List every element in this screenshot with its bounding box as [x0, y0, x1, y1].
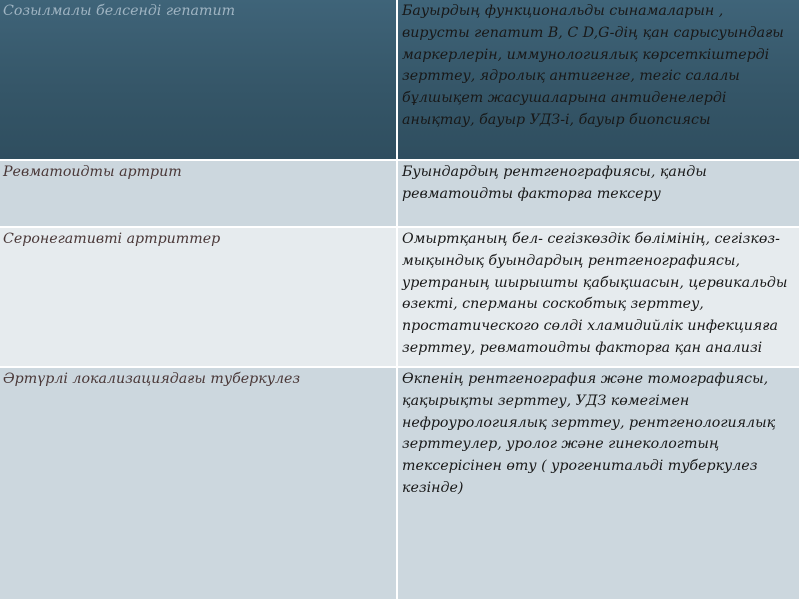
table-row [0, 367, 800, 600]
disease-name: Созылмалы белсенді гепатит [3, 3, 236, 19]
disease-cell [0, 0, 397, 160]
table-row [0, 160, 800, 227]
examination-text: Бауырдың функциональды сынамаларын , вирусты гепатит B, C D,G-дің қан сарысуындағы маркерлерін, иммунологиялық көрсеткіштерді зерттеу, ядролық антигенге, тегіс салалы бұлшықет жасушаларына антиденелерді анықтау, бауыр УДЗ-і, бауыр биопсиясы [402, 3, 784, 128]
examination-text: Омыртқаның бел- сегізкөздік бөлімінің, сегізкөз-мықындық буындардың рентгенографиясы, уретраның шырышты қабықшасын, цервикальды өзекті, сперманы соскобтық зерттеу, простатического сөлді хламидийлік инфекцияға зерттеу, ревматоидты факторға қан анализі [402, 231, 788, 356]
disease-cell [0, 160, 397, 227]
disease-name: Серонегативті артриттер [3, 231, 221, 247]
examination-cell [397, 367, 800, 600]
disease-name: Ревматоидты артрит [3, 164, 182, 180]
disease-name: Әртүрлі локализациядағы туберкулез [3, 371, 301, 387]
examination-cell [397, 0, 800, 160]
examination-text: Өкпенің рентгенография және томографиясы, қақырықты зерттеу, УДЗ көмегімен нефроурологиялық зерттеу, рентгенологиялық зерттеулер, уролог және гинекологтың тексерісінен өту ( урогенитальді туберкулез кезінде) [402, 371, 776, 496]
examination-cell [397, 227, 800, 367]
examination-text: Буындардың рентгенографиясы, қанды ревматоидты факторға тексеру [402, 164, 707, 202]
table-row [0, 0, 800, 160]
table-row [0, 227, 800, 367]
disease-cell [0, 367, 397, 600]
examination-cell [397, 160, 800, 227]
disease-cell [0, 227, 397, 367]
